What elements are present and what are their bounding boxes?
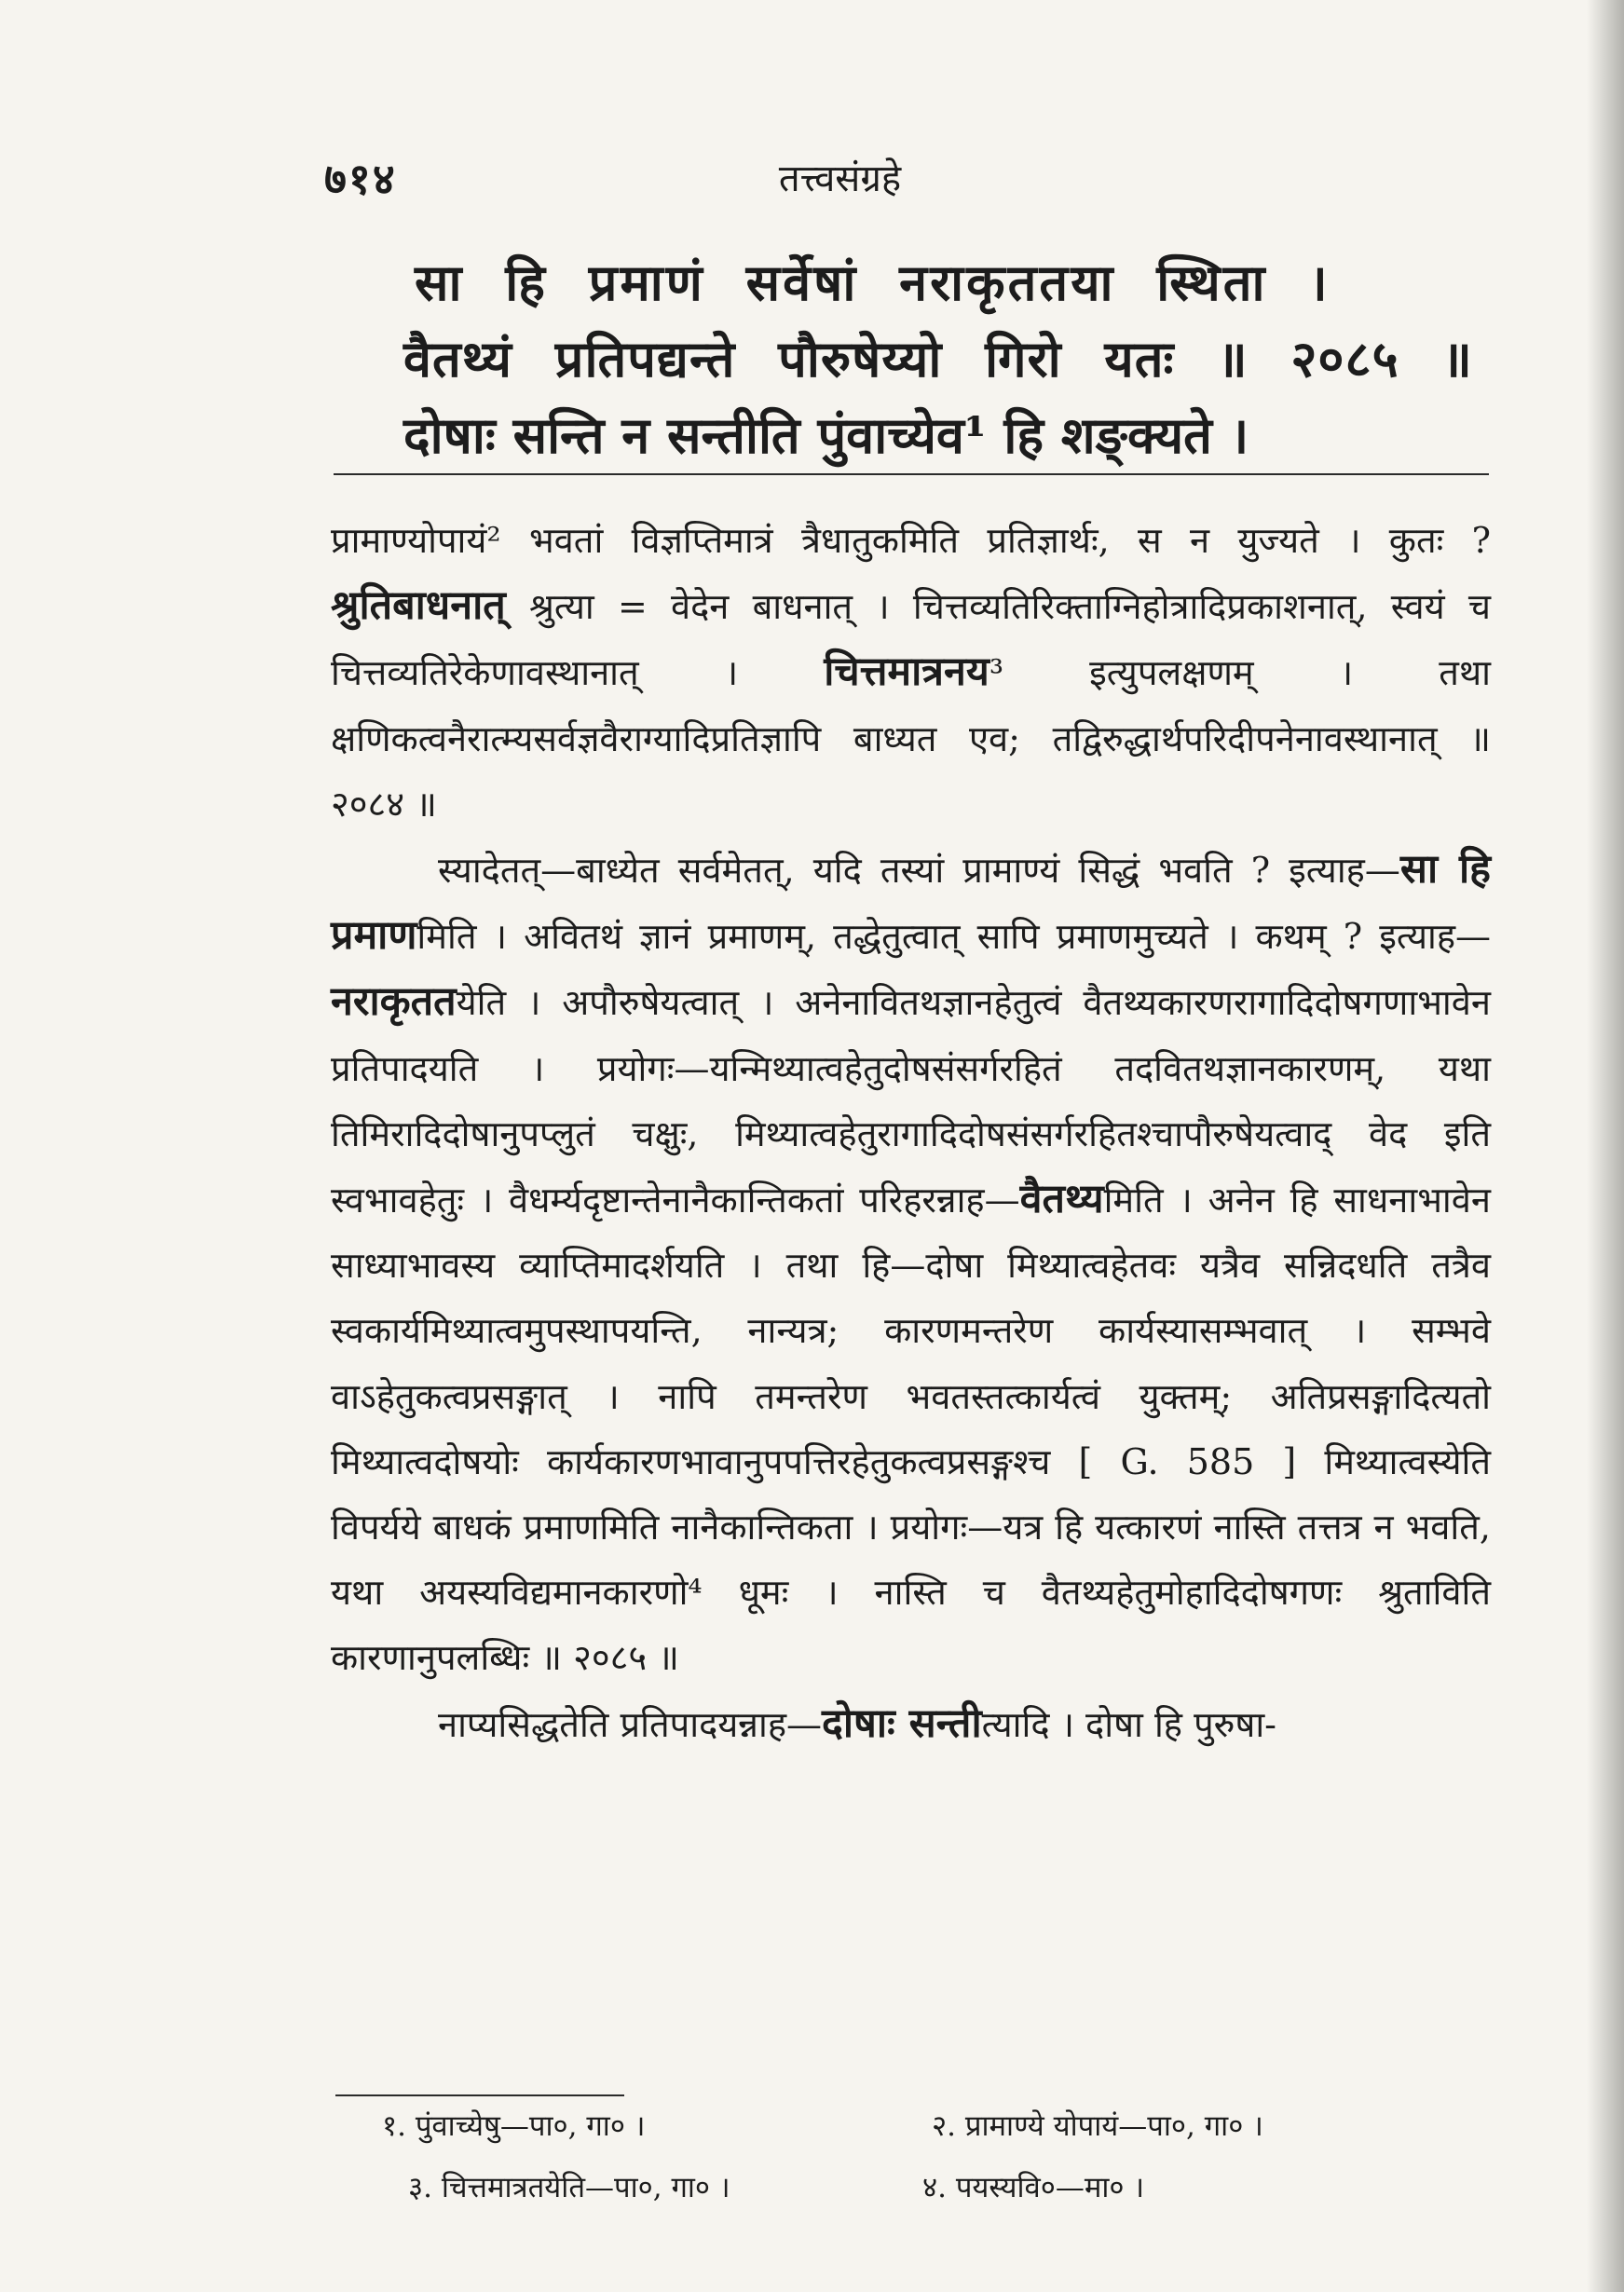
- verse-separator-rule: [334, 473, 1489, 475]
- footnote-2: २. प्रामाण्ये योपायं—पा०, गा० ।: [932, 2109, 1263, 2143]
- commentary-paragraph-1: प्रामाण्योपायं² भवतां विज्ञप्तिमात्रं त्रैधातुकमिति प्रतिज्ञार्थः, स न युज्यते । कुतः ? श्रुतिबाधनात् श्रुत्या = वेदेन बाधनात् । चित्तव्यतिरिक्ताग्निहोत्रादिप्रकाशनात्, स्वयं च चित्तव्यतिरेकेणावस्थानात् । चित्तमात्रनय³ इत्युपलक्षणम् । तथा क्षणिकत्वनैरात्म्यसर्वज्ञवैराग्यादिप्रतिज्ञापि बाध्यत एव; तद्विरुद्धार्थपरिदीपनेनावस्थानात् ॥ २०८४ ॥: [331, 520, 1491, 825]
- verse-line-2: वैतथ्यं प्रतिपद्यन्ते पौरुषेय्यो गिरो यतः ॥ २०८५ ॥: [403, 329, 1473, 389]
- footnote-4: ४. पयस्यवि०—मा० ।: [922, 2171, 1145, 2204]
- footnote-separator-rule: [335, 2094, 624, 2096]
- page-edge-shadow: [1587, 0, 1624, 2292]
- footnote-3: ३. चित्तमात्रतयेति—पा०, गा० ।: [408, 2171, 730, 2204]
- page-number: ७१४: [324, 154, 397, 204]
- running-title: तत्त्वसंग्रहे: [778, 157, 902, 200]
- commentary-paragraph-2: स्यादेतत्—बाध्येत सर्वमेतत्, यदि तस्यां प्रामाण्यं सिद्धं भवति ? इत्याह—सा हि प्रमाणमिति । अवितथं ज्ञानं प्रमाणम्, तद्धेतुत्वात् सापि प्रमाणमुच्यते । कथम् ? इत्याह—नराकृततयेति । अपौरुषेयत्वात् । अनेनावितथज्ञानहेतुत्वं वैतथ्यकारणरागादिदोषगणाभावेन प्रतिपादयति । प्रयोगः—यन्मिथ्यात्वहेतुदोषसंसर्गरहितं तदवितथज्ञानकारणम्, यथा तिमिरादिदोषानुपप्लुतं चक्षुः, मिथ्यात्वहेतुरागादिदोषसंसर्गरहितश्चापौरुषेयत्वाद् वेद इति स्वभावहेतुः । वैधर्म्यदृष्टान्तेनानैकान्तिकतां परिहरन्नाह—वैतथ्यमिति । अनेन हि साधनाभावेन साध्याभावस्य व्याप्तिमादर्शयति । तथा हि—दोषा मिथ्यात्वहेतवः यत्रैव सन्निदधति तत्रैव स्वकार्यमिथ्यात्वमुपस्थापयन्ति, नान्यत्र; कारणमन्तरेण कार्यस्यासम्भवात् । सम्भवे वाऽहेतुकत्वप्रसङ्गात् । नापि तमन्तरेण भवतस्तत्कार्यत्वं युक्तम्; अतिप्रसङ्गादित्यतो मिथ्यात्वदोषयोः कार्यकारणभावानुपपत्तिरहेतुकत्वप्रसङ्गश्च [ G. 585 ] मिथ्यात्वस्येति विपर्यये बाधकं प्रमाणमिति नानैकान्तिकता । प्रयोगः—यत्र हि यत्कारणं नास्ति तत्तत्र न भवति, यथा अयस्यविद्यमानकारणो⁴ धूमः । नास्ति च वैतथ्यहेतुमोहादिदोषगणः श्रुताविति कारणानुपलब्धिः ॥ २०८५ ॥: [331, 846, 1491, 1679]
- verse-line-3: दोषाः सन्ति न सन्तीति पुंवाच्येव¹ हि शङ्क्यते ।: [403, 405, 1249, 465]
- verse-line-1: सा हि प्रमाणं सर्वेषां नराकृततया स्थिता ।: [415, 252, 1331, 312]
- footnote-1: १. पुंवाच्येषु—पा०, गा० ।: [382, 2109, 646, 2143]
- commentary-block: [331, 508, 1491, 1757]
- verse-block: [403, 244, 1486, 473]
- commentary-paragraph-3: नाप्यसिद्धतेति प्रतिपादयन्नाह—दोषाः सन्तीत्यादि । दोषा हि पुरुषा-: [438, 1699, 1277, 1747]
